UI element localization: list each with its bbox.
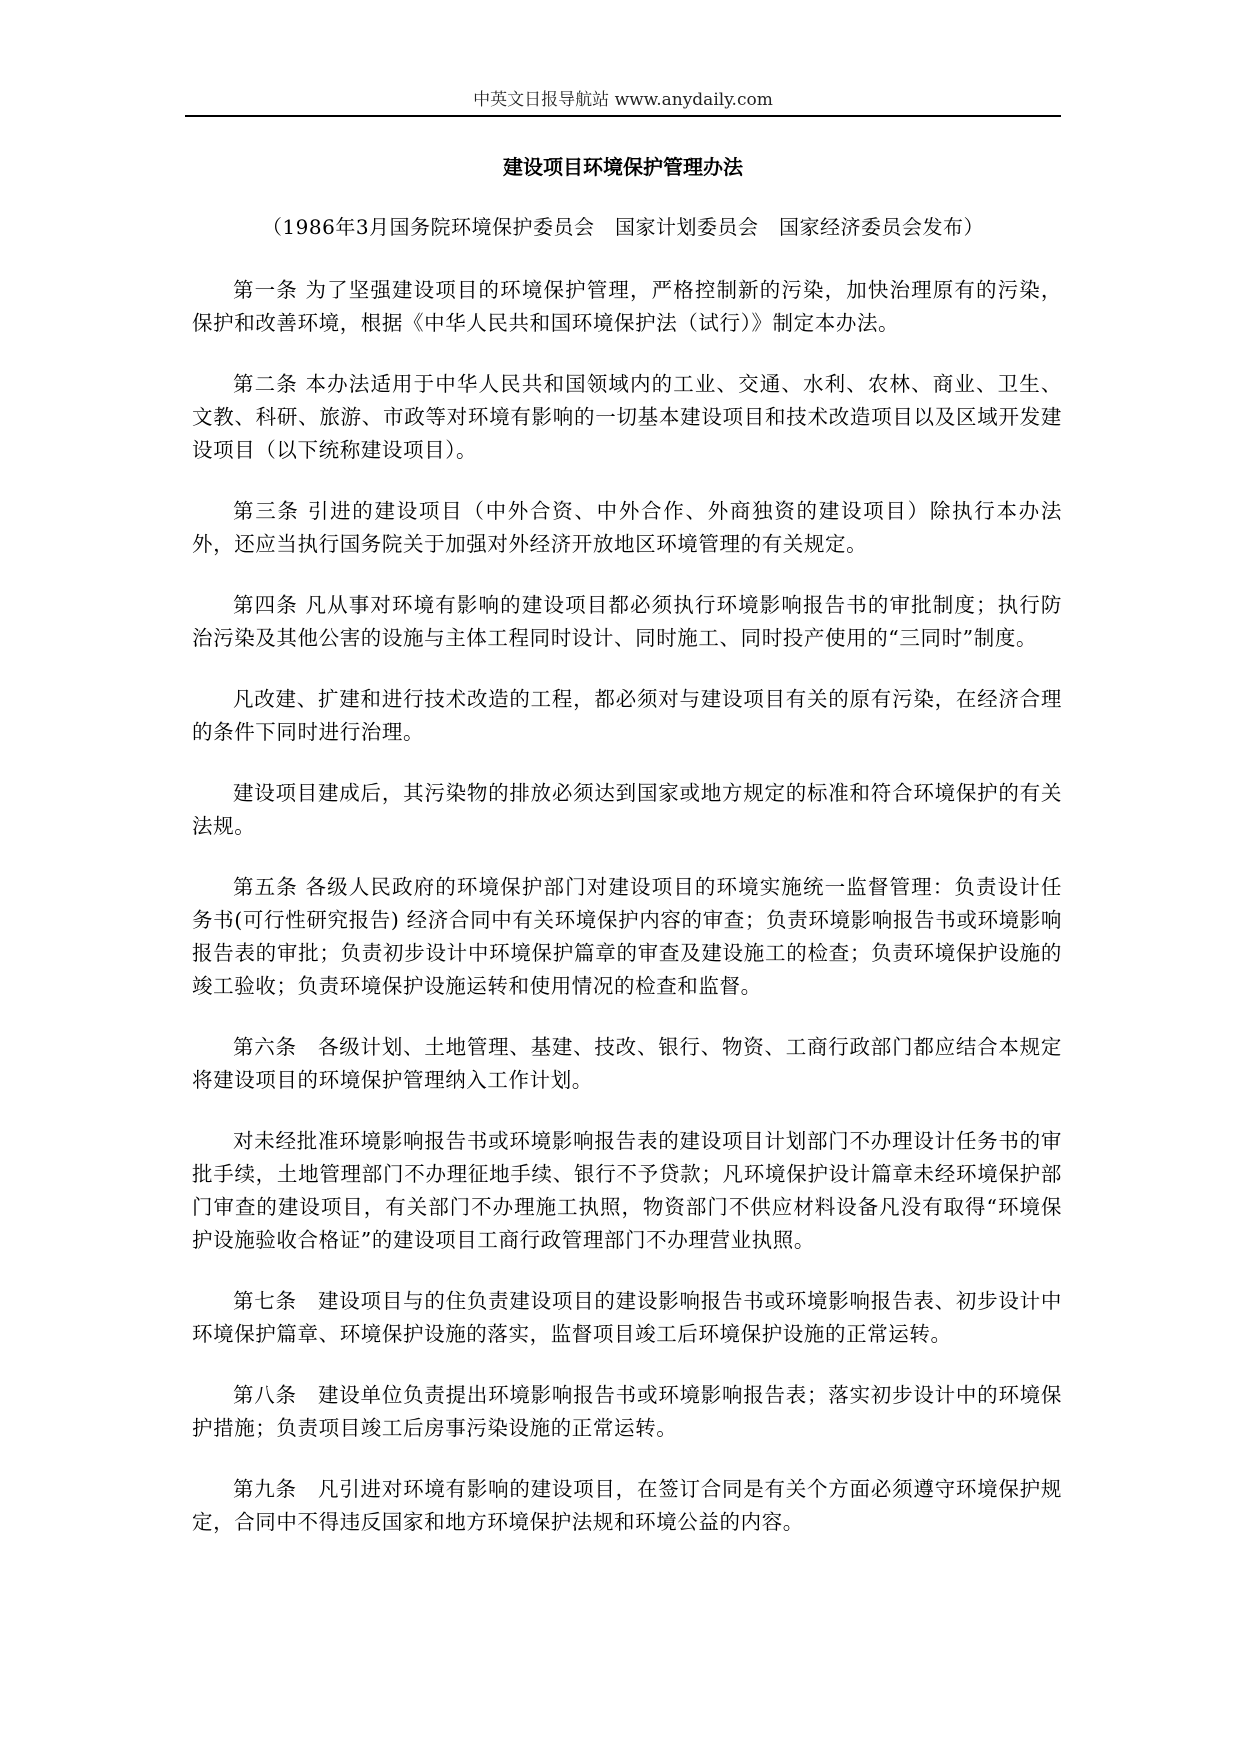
document-subtitle: （1986年3月国务院环境保护委员会 国家计划委员会 国家经济委员会发布） <box>261 215 985 239</box>
paragraph-article-1: 第一条 为了坚强建设项目的环境保护管理，严格控制新的污染，加快治理原有的污染，保护和改善环境，根据《中华人民共和国环境保护法（试行）》制定本办法。 <box>192 278 1062 335</box>
paragraph-article-9: 第九条 凡引进对环境有影响的建设项目，在签订合同是有关个方面必须遵守环境保护规定，合同中不得违反国家和地方环境保护法规和环境公益的内容。 <box>192 1477 1062 1534</box>
paragraph-article-8: 第八条 建设单位负责提出环境影响报告书或环境影响报告表；落实初步设计中的环境保护措施；负责项目竣工后房事污染设施的正常运转。 <box>192 1383 1062 1440</box>
document-title: 建设项目环境保护管理办法 <box>503 155 743 179</box>
paragraph-article-2: 第二条 本办法适用于中华人民共和国领域内的工业、交通、水利、农林、商业、卫生、文教、科研、旅游、市政等对环境有影响的一切基本建设项目和技术改造项目以及区域开发建设项目（以下统称建设项目）。 <box>192 372 1062 462</box>
header-divider <box>185 115 1061 117</box>
document-body <box>192 274 1062 1567</box>
paragraph-article-3: 第三条 引进的建设项目（中外合资、中外合作、外商独资的建设项目）除执行本办法外，还应当执行国务院关于加强对外经济开放地区环境管理的有关规定。 <box>192 499 1062 556</box>
paragraph-article-4-clause-3: 建设项目建成后，其污染物的排放必须达到国家或地方规定的标准和符合环境保护的有关法规。 <box>192 781 1062 838</box>
paragraph-article-7: 第七条 建设项目与的住负责建设项目的建设影响报告书或环境影响报告表、初步设计中环境保护篇章、环境保护设施的落实，监督项目竣工后环境保护设施的正常运转。 <box>192 1289 1062 1346</box>
paragraph-article-4-clause-2: 凡改建、扩建和进行技术改造的工程，都必须对与建设项目有关的原有污染，在经济合理的条件下同时进行治理。 <box>192 687 1062 744</box>
paragraph-article-5: 第五条 各级人民政府的环境保护部门对建设项目的环境实施统一监督管理：负责设计任务书(可行性研究报告) 经济合同中有关环境保护内容的审查；负责环境影响报告书或环境影响报告表的审批；负责初步设计中环境保护篇章的审查及建设施工的检查；负责环境保护设施的竣工验收；负责环境保护设施运转和使用情况的检查和监督。 <box>192 875 1062 998</box>
paragraph-article-6-clause-2: 对未经批准环境影响报告书或环境影响报告表的建设项目计划部门不办理设计任务书的审批手续，土地管理部门不办理征地手续、银行不予贷款；凡环境保护设计篇章未经环境保护部门审查的建设项目，有关部门不办理施工执照，物资部门不供应材料设备凡没有取得“环境保护设施验收合格证”的建设项目工商行政管理部门不办理营业执照。 <box>192 1129 1062 1252</box>
paragraph-article-6: 第六条 各级计划、土地管理、基建、技改、银行、物资、工商行政部门都应结合本规定将建设项目的环境保护管理纳入工作计划。 <box>192 1035 1062 1092</box>
paragraph-article-4: 第四条 凡从事对环境有影响的建设项目都必须执行环境影响报告书的审批制度；执行防治污染及其他公害的设施与主体工程同时设计、同时施工、同时投产使用的“三同时”制度。 <box>192 593 1062 650</box>
site-header: 中英文日报导航站 www.anydaily.com <box>473 90 773 110</box>
